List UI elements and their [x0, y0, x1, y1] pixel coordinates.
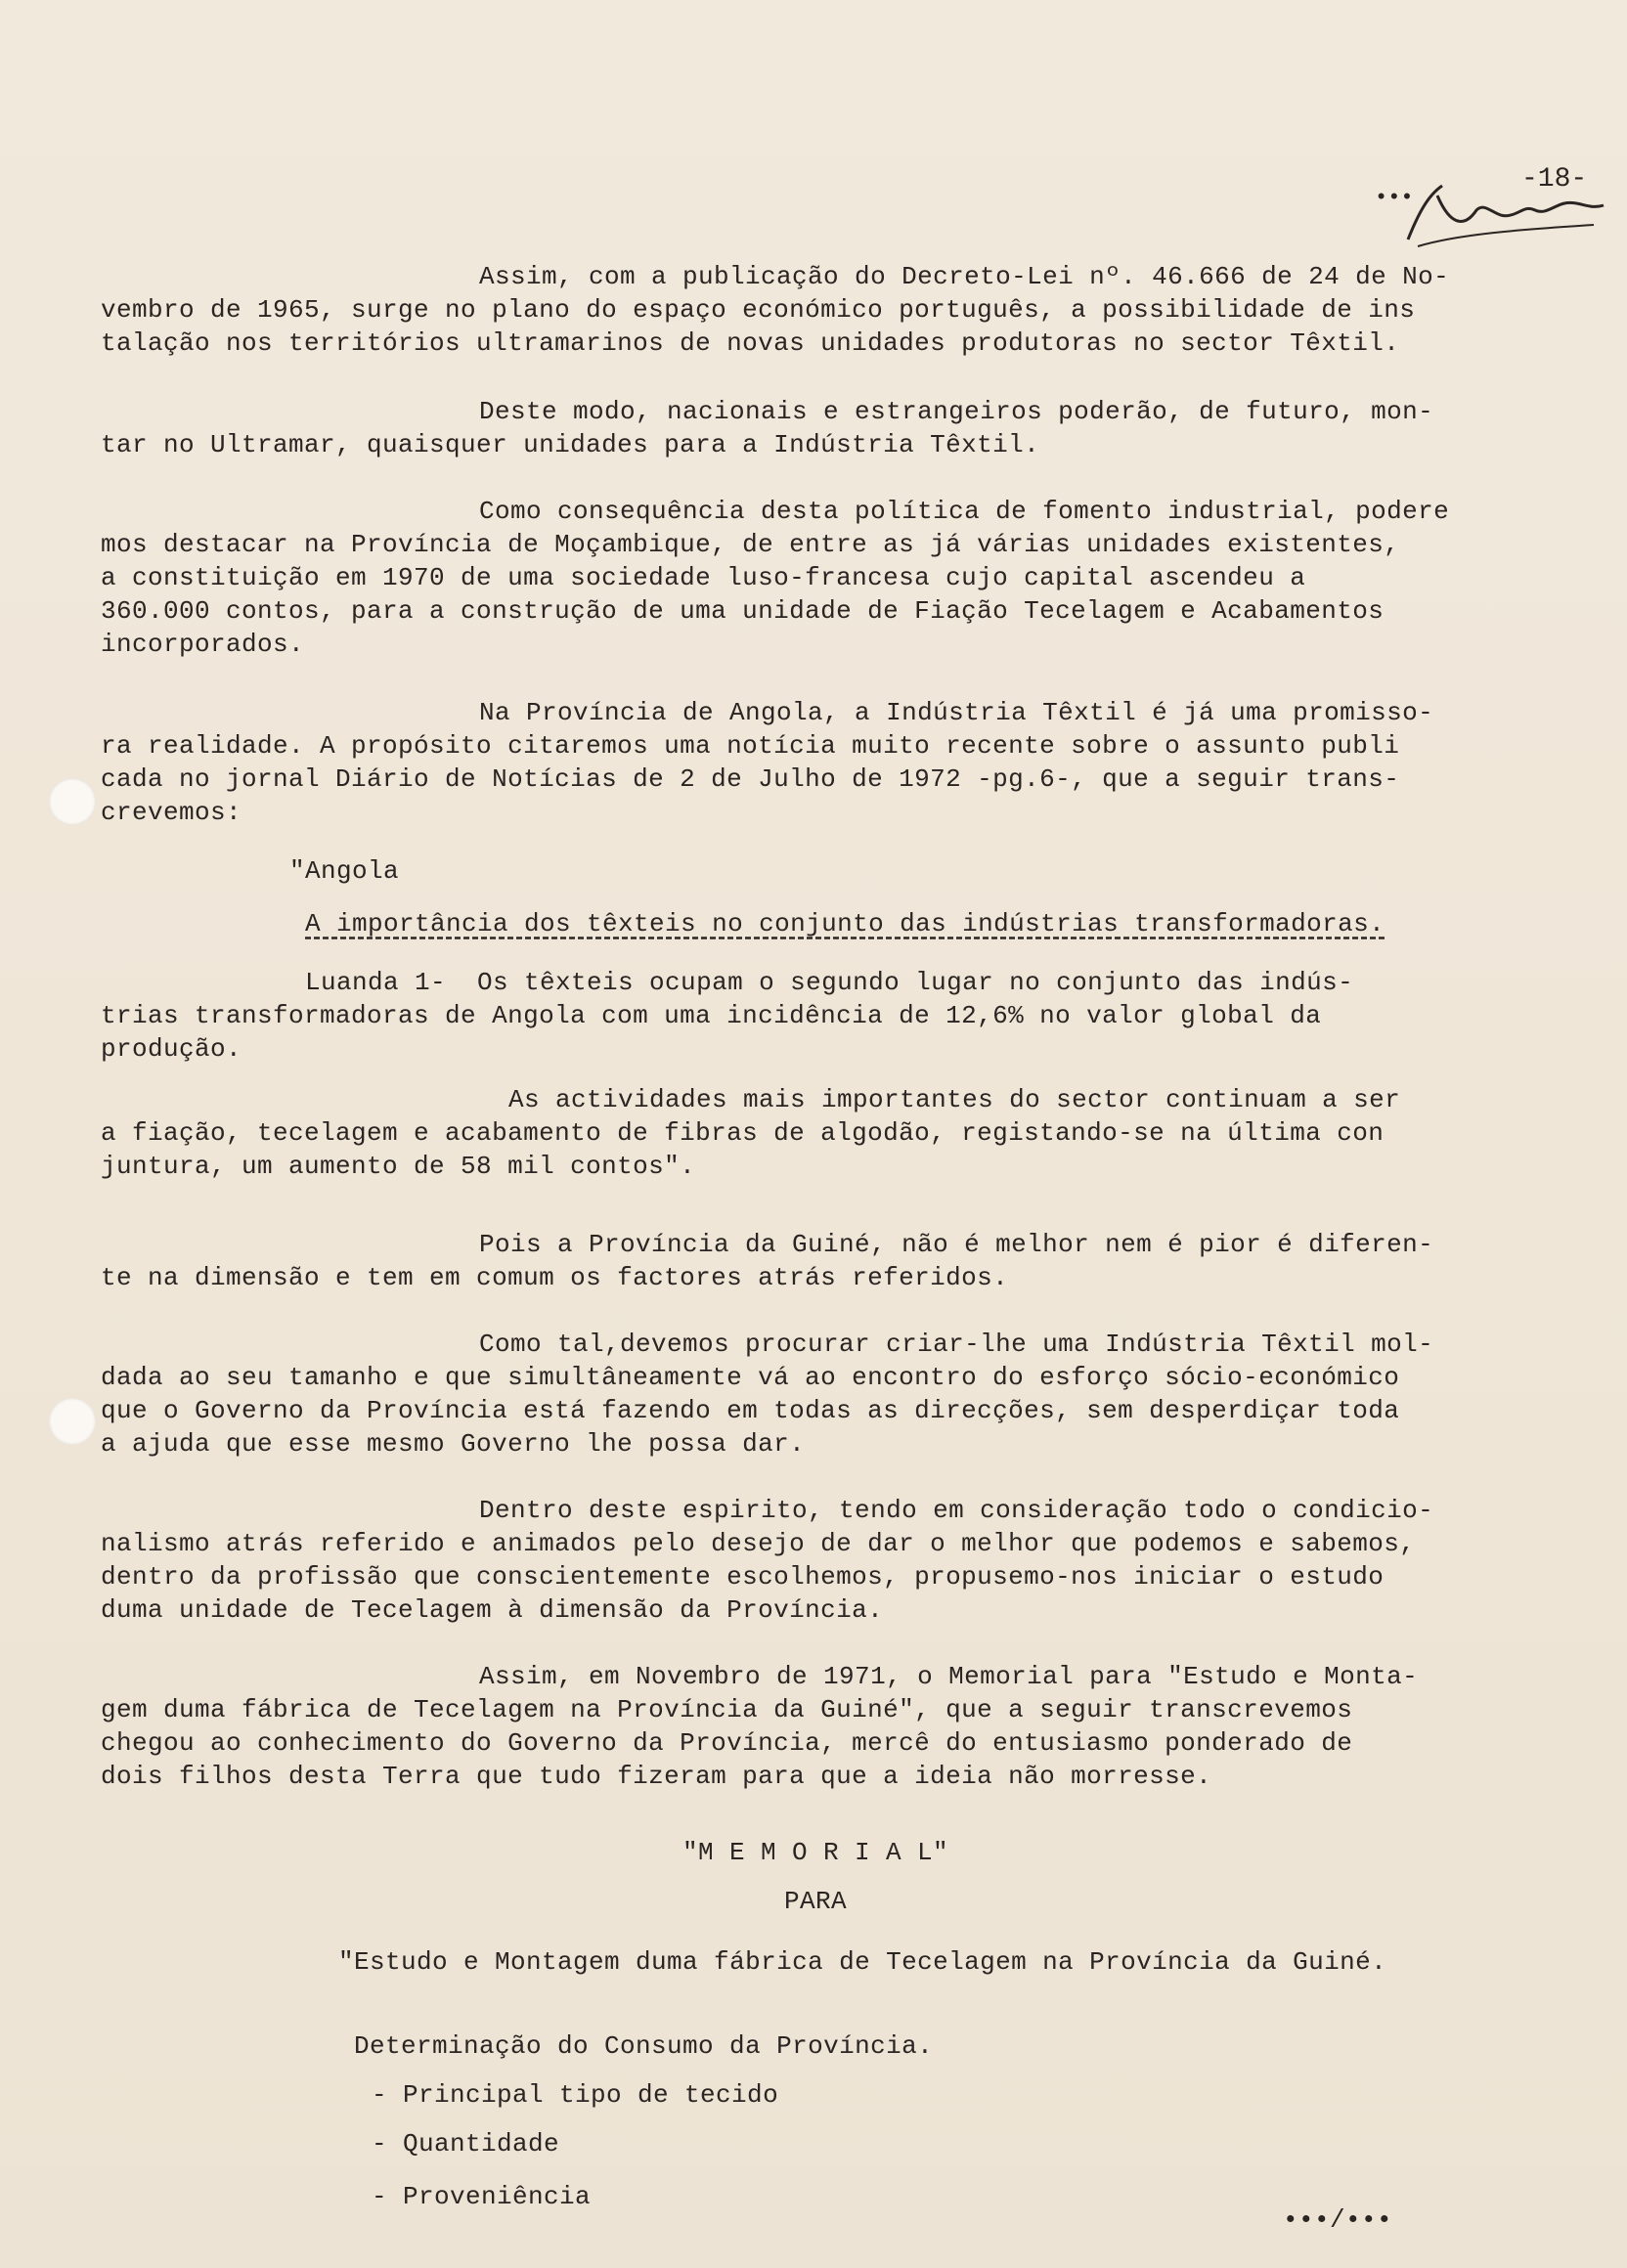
p8-line-4: dois filhos desta Terra que tudo fizeram para que a ideia não morresse. [101, 1762, 1212, 1791]
p8-line-1: Assim, em Novembro de 1971, o Memorial para "Estudo e Monta- [479, 1662, 1419, 1691]
p4-line-2: ra realidade. A propósito citaremos uma notícia muito recente sobre o assunto publi [101, 731, 1400, 761]
determination-item: - Principal tipo de tecido [372, 2080, 779, 2110]
memorial-title: "M E M O R I A L" [682, 1838, 949, 1867]
p4-line-4: crevemos: [101, 798, 242, 827]
q2-line-1: As actividades mais importantes do sector continuam a ser [508, 1085, 1401, 1114]
q2-line-2: a fiação, tecelagem e acabamento de fibras de algodão, registando-se na última con [101, 1118, 1385, 1148]
p4-line-3: cada no jornal Diário de Notícias de 2 de Julho de 1972 -pg.6-, que a seguir trans- [101, 764, 1400, 794]
q1-line-3: produção. [101, 1034, 242, 1064]
p1-line-2: vembro de 1965, surge no plano do espaço económico português, a possibilidade de ins [101, 295, 1416, 325]
p1-line-1: Assim, com a publicação do Decreto-Lei nº. 46.666 de 24 de No- [479, 262, 1450, 291]
signature-initials [1398, 176, 1611, 254]
p6-line-1: Como tal,devemos procurar criar-lhe uma Indústria Têxtil mol- [479, 1330, 1434, 1359]
q1-line-1: Luanda 1- Os têxteis ocupam o segundo lugar no conjunto das indús- [305, 968, 1354, 997]
p8-line-3: chegou ao conhecimento do Governo da Província, mercê do entusiasmo ponderado de [101, 1728, 1353, 1758]
p3-line-2: mos destacar na Província de Moçambique, de entre as já várias unidades existentes, [101, 530, 1400, 559]
dots-mark: ••• [1375, 186, 1414, 210]
p8-line-2: gem duma fábrica de Tecelagem na Província da Guiné", que a seguir transcrevemos [101, 1695, 1353, 1724]
p2-line-2: tar no Ultramar, quaisquer unidades para a Indústria Têxtil. [101, 430, 1040, 459]
p7-line-3: dentro da profissão que conscientemente escolhemos, propusemo-nos iniciar o estudo [101, 1562, 1385, 1592]
p6-line-4: a ajuda que esse mesmo Governo lhe possa dar. [101, 1429, 806, 1459]
memorial-subject: "Estudo e Montagem duma fábrica de Tecelagem na Província da Guiné. [338, 1947, 1387, 1977]
p7-line-1: Dentro deste espirito, tendo em consideração todo o condicio- [479, 1496, 1434, 1525]
p5-line-2: te na dimensão e tem em comum os factores atrás referidos. [101, 1263, 1009, 1292]
p1-line-3: talação nos territórios ultramarinos de novas unidades produtoras no sector Têxtil. [101, 328, 1400, 358]
p6-line-3: que o Governo da Província está fazendo em todas as direcções, sem desperdiçar toda [101, 1396, 1400, 1425]
p3-line-1: Como consequência desta política de fomento industrial, podere [479, 497, 1450, 526]
memorial-para: PARA [784, 1887, 848, 1916]
p7-line-4: duma unidade de Tecelagem à dimensão da Província. [101, 1595, 884, 1625]
determination-item: - Proveniência [372, 2182, 592, 2211]
p4-line-1: Na Província de Angola, a Indústria Têxtil é já uma promisso- [479, 698, 1434, 727]
q1-line-2: trias transformadoras de Angola com uma incidência de 12,6% no valor global da [101, 1001, 1322, 1030]
punch-hole-bottom [49, 1398, 96, 1445]
determination-heading: Determinação do Consumo da Província. [354, 2031, 934, 2061]
q2-line-3: juntura, um aumento de 58 mil contos". [101, 1152, 696, 1181]
p2-line-1: Deste modo, nacionais e estrangeiros poderão, de futuro, mon- [479, 397, 1434, 426]
p3-line-3: a constituição em 1970 de uma sociedade luso-francesa cujo capital ascendeu a [101, 563, 1306, 592]
quote-heading: "Angola [289, 856, 400, 886]
quote-title: A importância dos têxteis no conjunto das indústrias transformadoras. [305, 909, 1385, 938]
p3-line-4: 360.000 contos, para a construção de uma unidade de Fiação Tecelagem e Acabamentos [101, 596, 1385, 626]
determination-item: - Quantidade [372, 2129, 560, 2159]
continuation-mark: •••/••• [1283, 2205, 1393, 2235]
p5-line-1: Pois a Província da Guiné, não é melhor nem é pior é diferen- [479, 1230, 1434, 1259]
punch-hole-top [49, 778, 96, 825]
p6-line-2: dada ao seu tamanho e que simultâneamente vá ao encontro do esforço sócio-económico [101, 1363, 1400, 1392]
page-number: -18- [1521, 164, 1588, 195]
p7-line-2: nalismo atrás referido e animados pelo desejo de dar o melhor que podemos e sabemos, [101, 1529, 1416, 1558]
p3-line-5: incorporados. [101, 630, 305, 659]
